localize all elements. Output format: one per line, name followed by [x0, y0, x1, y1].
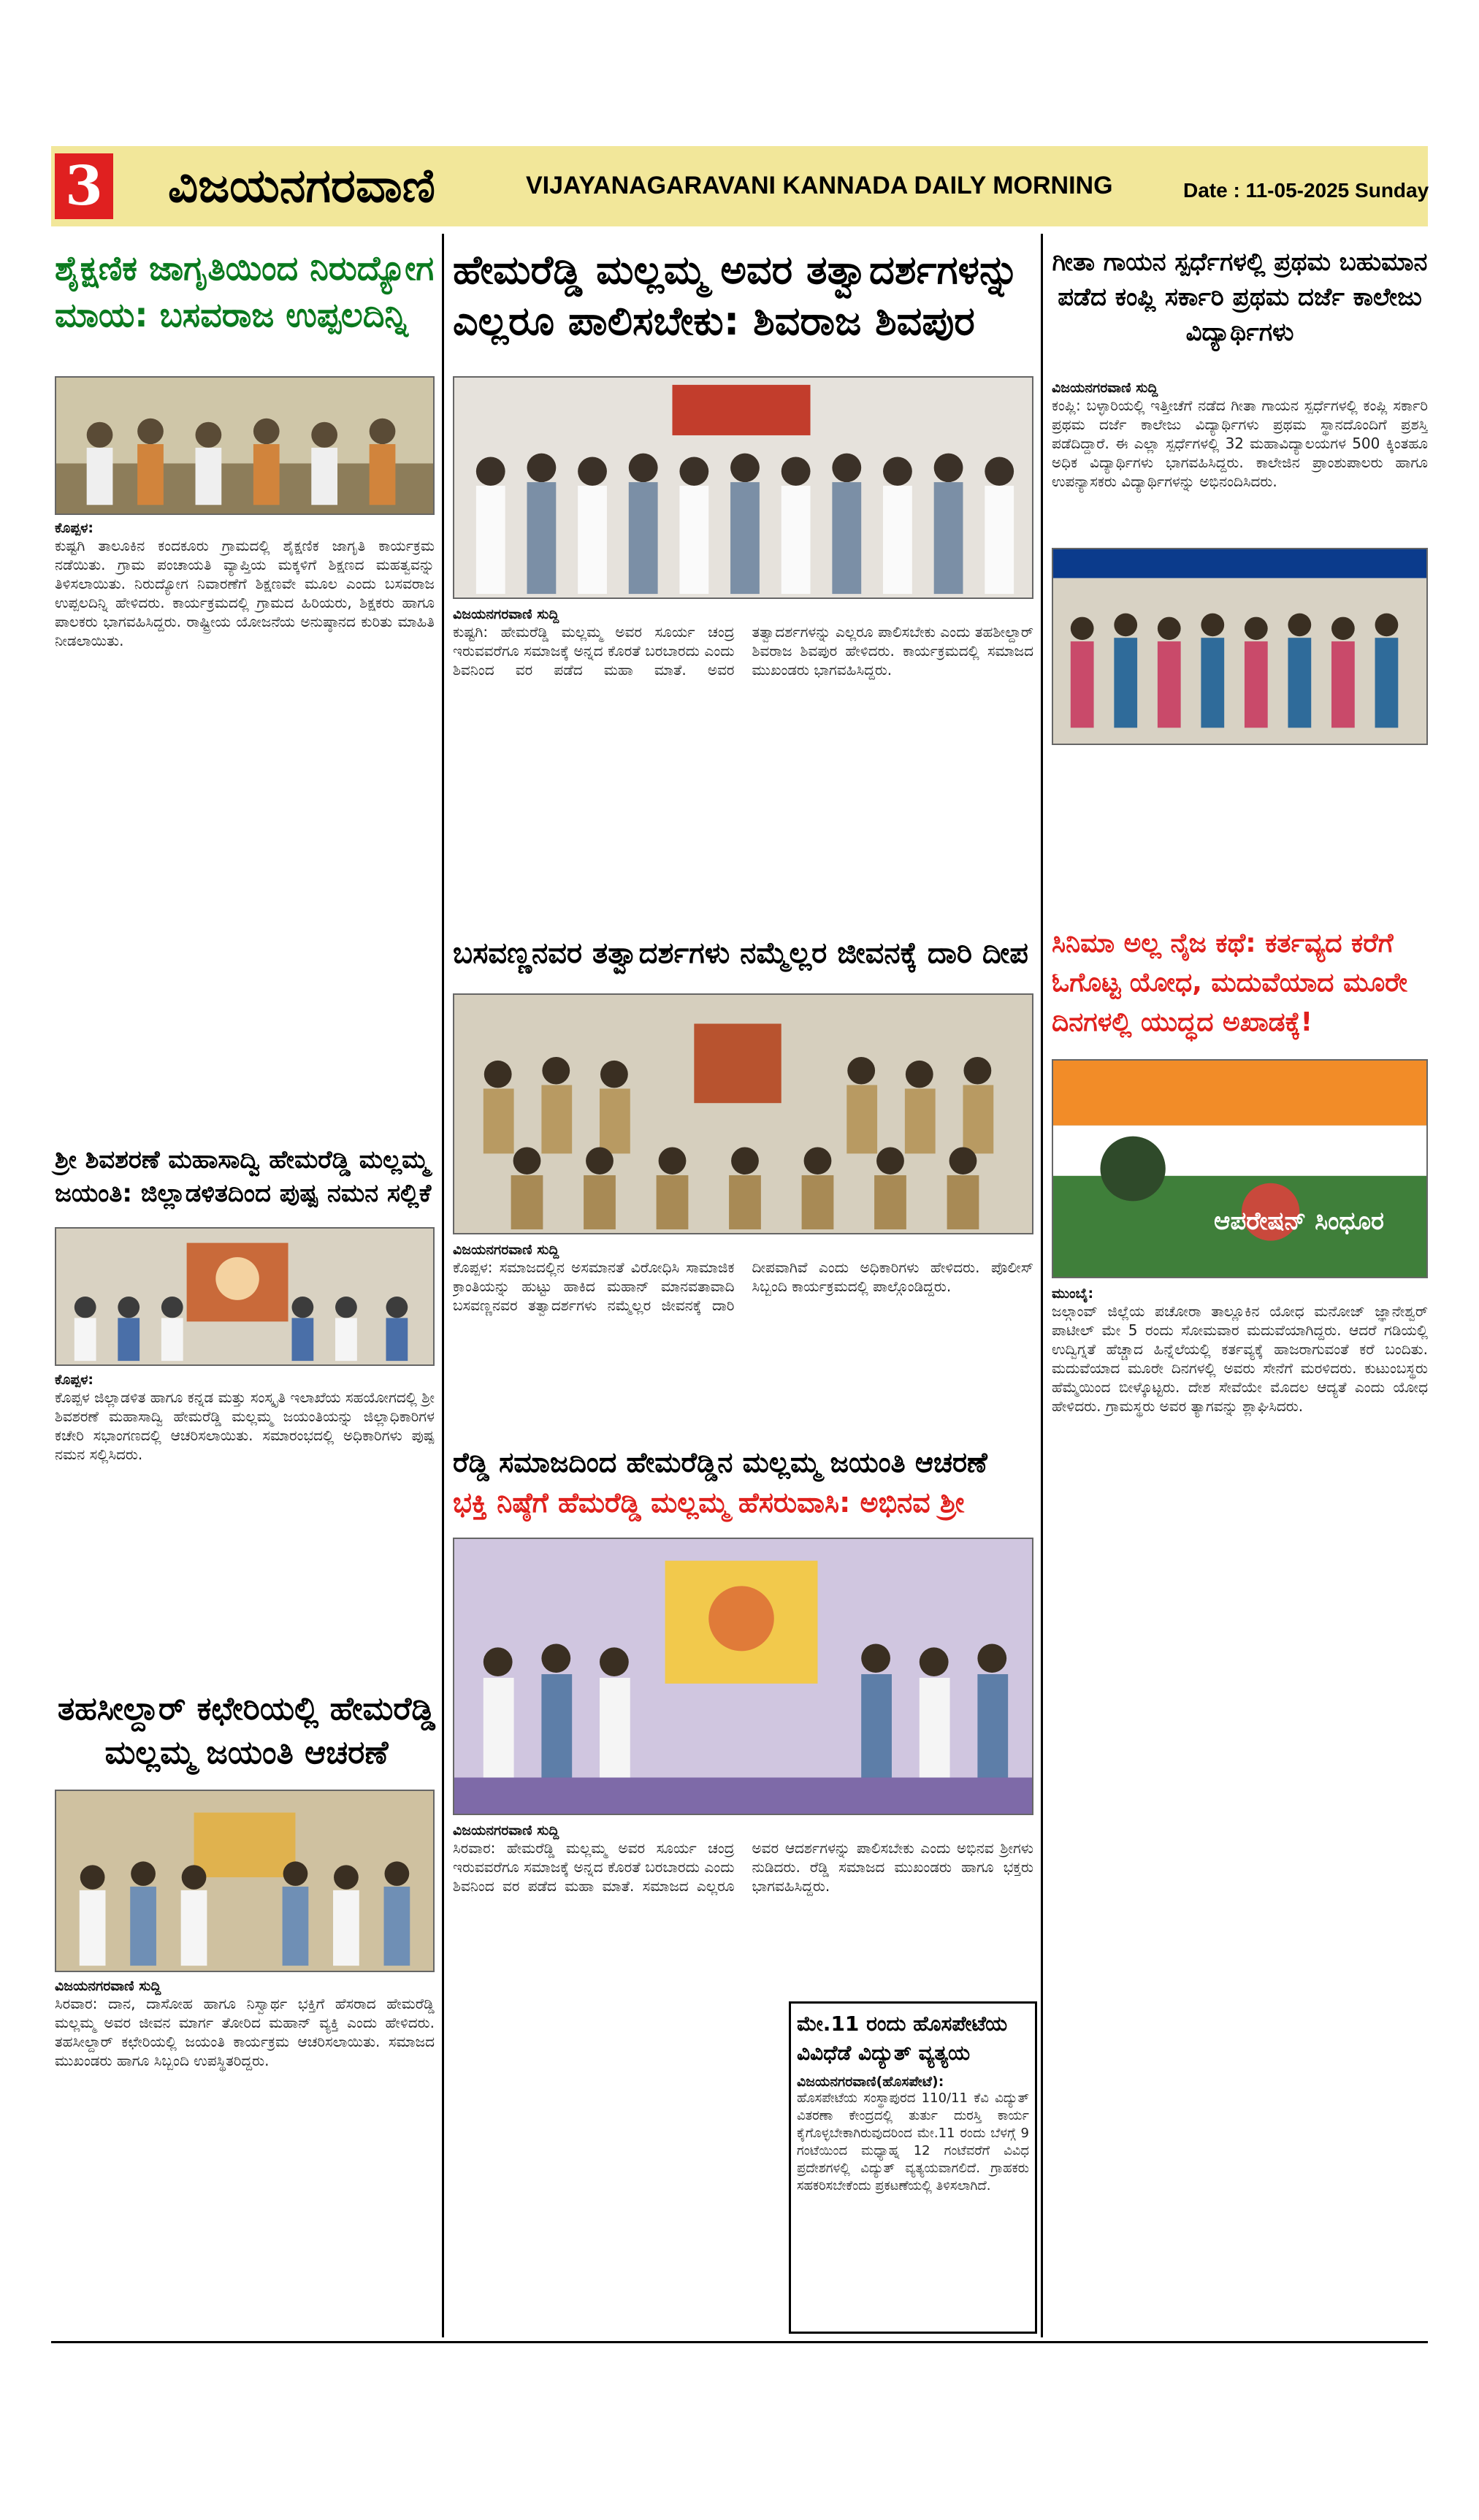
- article-text-continued: [1052, 752, 1428, 917]
- power-outage-box: [789, 2001, 1037, 2334]
- article-text: ಕುಷ್ಟಗಿ: ಹೇಮರೆಡ್ಡಿ ಮಲ್ಲಮ್ಮ ಅವರ ಸೂರ್ಯ ಚಂದ್ರ ಇರುವವರೆಗೂ ಸಮಾಜಕ್ಕೆ ಅನ್ನದ ಕೊರತೆ ಬರಬಾರದು ಎಂದು ಶಿವನಿಂದ ವರ ಪಡೆದ ಮಹಾ ಮಾತೆ. ಅವರ ತತ್ವಾದರ್ಶಗಳನ್ನು ಎಲ್ಲರೂ ಪಾಲಿಸಬೇಕು ಎಂದು ತಹಶೀಲ್ದಾರ್ ಶಿವರಾಜ ಶಿವಪುರ ಹೇಳಿದರು. ಕಾರ್ಯಕ್ರಮದಲ್ಲಿ ಸಮಾಜದ ಮುಖಂಡರು ಭಾಗವಹಿಸಿದ್ದರು.: [453, 623, 1033, 679]
- article-abhinava-body: [453, 1822, 1033, 1999]
- operation-sindoor-caption: ಆಪರೇಷನ್ ಸಿಂಧೂರ: [1214, 1207, 1385, 1236]
- article-photo: [453, 1538, 1033, 1815]
- headline-tahsildar-office-jayanti: ತಹಸೀಲ್ದಾರ್ ಕಛೇರಿಯಲ್ಲಿ ಹೇಮರೆಡ್ಡಿ ಮಲ್ಲಮ್ಮ ಜಯಂತಿ ಆಚರಣೆ: [57, 1690, 436, 1771]
- column-divider: [442, 234, 444, 2337]
- article-text: ಕಂಪ್ಲಿ: ಬಳ್ಳಾರಿಯಲ್ಲಿ ಇತ್ತೀಚೆಗೆ ನಡೆದ ಗೀತಾ ಗಾಯನ ಸ್ಪರ್ಧೆಗಳಲ್ಲಿ ಕಂಪ್ಲಿ ಸರ್ಕಾರಿ ಪ್ರಥಮ ದರ್ಜೆ ಕಾಲೇಜು ವಿದ್ಯಾರ್ಥಿಗಳು ಪ್ರಥಮ ಸ್ಥಾನದೊಂದಿಗೆ ಪ್ರಶಸ್ತಿ ಪಡೆದಿದ್ದಾರೆ. ಈ ಎಲ್ಲಾ ಸ್ಪರ್ಧೆಗಳಲ್ಲಿ 32 ಮಹಾವಿದ್ಯಾಲಯಗಳ 500 ಕ್ಕಿಂತಹೂ ಅಧಿಕ ವಿದ್ಯಾರ್ಥಿಗಳು ಭಾಗವಹಿಸಿದ್ದರು. ಕಾಲೇಜಿನ ಪ್ರಾಂಶುಪಾಲರು ಹಾಗೂ ಉಪನ್ಯಾಸಕರು ವಿದ್ಯಾರ್ಥಿಗಳನ್ನು ಅಭಿನಂದಿಸಿದರು.: [1052, 397, 1428, 490]
- article-shivaraj-body: [453, 606, 1033, 929]
- article-text: ಕುಷ್ಟಗಿ ತಾಲೂಕಿನ ಕಂದಕೂರು ಗ್ರಾಮದಲ್ಲಿ ಶೈಕ್ಷಣಿಕ ಜಾಗೃತಿ ಕಾರ್ಯಕ್ರಮ ನಡೆಯಿತು. ಗ್ರಾಮ ಪಂಚಾಯತಿ ವ್ಯಾಪ್ತಿಯ ಮಕ್ಕಳಿಗೆ ಶಿಕ್ಷಣದ ಮಹತ್ವವನ್ನು ತಿಳಿಸಲಾಯಿತು. ನಿರುದ್ಯೋಗ ನಿವಾರಣೆಗೆ ಶಿಕ್ಷಣವೇ ಮೂಲ ಎಂದು ಬಸವರಾಜ ಉಪ್ಪಲದಿನ್ನಿ ಹೇಳಿದರು. ಕಾರ್ಯಕ್ರಮದಲ್ಲಿ ಗ್ರಾಮದ ಹಿರಿಯರು, ಶಿಕ್ಷಕರು ಹಾಗೂ ಪಾಲಕರು ಭಾಗವಹಿಸಿದ್ದರು. ರಾಷ್ಟ್ರೀಯ ಯೋಜನೆಯ ಅನುಷ್ಠಾನದ ಕುರಿತು ಮಾಹಿತಿ ನೀಡಲಾಯಿತು.: [55, 537, 435, 649]
- article-photo: [55, 1790, 435, 1972]
- article-geeta-body-top: [1052, 380, 1428, 553]
- newspaper-tagline: VIJAYANAGARAVANI KANNADA DAILY MORNING: [526, 172, 1113, 199]
- headline-power-outage: ಮೇ.11 ರಂದು ಹೊಸಪೇಟೆಯ ವಿವಿಧೆಡೆ ವಿದ್ಯುತ್ ವ್ಯತ್ಯಯ: [797, 2012, 1008, 2065]
- headline-shivaraj-shivapura: ಹೇಮರೆಡ್ಡಿ ಮಲ್ಲಮ್ಮ ಅವರ ತತ್ವಾದರ್ಶಗಳನ್ನು ಎಲ್ಲರೂ ಪಾಲಿಸಬೇಕು: ಶಿವರಾಜ ಶಿವಪುರ: [453, 247, 1020, 344]
- kicker-reddy-samaja: ರೆಡ್ಡಿ ಸಮಾಜದಿಂದ ಹೇಮರೆಡ್ಡಿನ ಮಲ್ಲಮ್ಮ ಜಯಂತಿ ಆಚರಣೆ: [453, 1446, 987, 1478]
- dateline: ವಿಜಯನಗರವಾಣಿ ಸುದ್ದಿ: [55, 1978, 161, 1994]
- article-photo: [1052, 548, 1428, 745]
- dateline: ವಿಜಯನಗರವಾಣಿ ಸುದ್ದಿ: [453, 1242, 559, 1258]
- article-basavanna-body: [453, 1242, 1033, 1440]
- article-photo: [453, 376, 1033, 599]
- article-text-continued: [453, 2001, 774, 2334]
- article-tribute-body: [55, 1372, 435, 1695]
- dateline: ವಿಜಯನಗರವಾಣಿ(ಹೊಸಪೇಟೆ):: [797, 2074, 944, 2090]
- headline-mallamma-jayanti-tribute: ಶ್ರೀ ಶಿವಶರಣೆ ಮಹಾಸಾದ್ವಿ ಹೇಮರೆಡ್ಡಿ ಮಲ್ಲಮ್ಮ ಜಯಂತಿ: ಜಿಲ್ಲಾಡಳಿತದಿಂದ ಪುಷ್ಪ ನಮನ ಸಲ್ಲಿಕೆ: [55, 1145, 432, 1208]
- dateline: ಮುಂಬೈ:: [1052, 1286, 1094, 1302]
- article-photo: [453, 993, 1033, 1234]
- headline-basavanna-ideals: ಬಸವಣ್ಣನವರ ತತ್ವಾದರ್ಶಗಳು ನಮ್ಮೆಲ್ಲರ ಜೀವನಕ್ಕೆ ದಾರಿ ದೀಪ: [453, 936, 1028, 970]
- headline-geeta-gayana: ಗೀತಾ ಗಾಯನ ಸ್ಪರ್ಧೆಗಳಲ್ಲಿ ಪ್ರಥಮ ಬಹುಮಾನ ಪಡೆದ ಕಂಪ್ಲಿ ಸರ್ಕಾರಿ ಪ್ರಥಮ ದರ್ಜೆ ಕಾಲೇಜು ವಿದ್ಯಾರ್ಥಿಗಳು: [1052, 248, 1428, 347]
- article-text: ಕೊಪ್ಪಳ: ಸಮಾಜದಲ್ಲಿನ ಅಸಮಾನತೆ ವಿರೋಧಿಸಿ ಸಾಮಾಜಿಕ ಕ್ರಾಂತಿಯನ್ನು ಹುಟ್ಟು ಹಾಕಿದ ಮಹಾನ್ ಮಾನವತಾವಾದಿ ಬಸವಣ್ಣನವರ ತತ್ವಾದರ್ಶಗಳು ನಮ್ಮೆಲ್ಲರ ಜೀವನಕ್ಕೆ ದಾರಿ ದೀಪವಾಗಿವೆ ಎಂದು ಅಧಿಕಾರಿಗಳು ಹೇಳಿದರು. ಪೊಲೀಸ್ ಸಿಬ್ಬಂದಿ ಕಾರ್ಯಕ್ರಮದಲ್ಲಿ ಪಾಲ್ಗೊಂಡಿದ್ದರು.: [453, 1259, 1033, 1314]
- bottom-rule: [51, 2341, 1428, 2343]
- article-soldier-body: [1052, 1286, 1428, 2332]
- dateline: ಕೊಪ್ಪಳ:: [55, 1372, 93, 1388]
- issue-date: Date : 11-05-2025 Sunday: [1183, 179, 1429, 202]
- operation-sindoor-graphic: [1052, 1059, 1428, 1278]
- article-photo: [55, 376, 435, 515]
- article-text: ಕೊಪ್ಪಳ ಜಿಲ್ಲಾಡಳಿತ ಹಾಗೂ ಕನ್ನಡ ಮತ್ತು ಸಂಸ್ಕೃತಿ ಇಲಾಖೆಯ ಸಹಯೋಗದಲ್ಲಿ ಶ್ರೀ ಶಿವಶರಣೆ ಮಹಾಸಾದ್ವಿ ಹೇಮರೆಡ್ಡಿ ಮಲ್ಲಮ್ಮ ಜಯಂತಿಯನ್ನು ಜಿಲ್ಲಾಧಿಕಾರಿಗಳ ಕಚೇರಿ ಸಭಾಂಗಣದಲ್ಲಿ ಆಚರಿಸಲಾಯಿತು. ಸಮಾರಂಭದಲ್ಲಿ ಅಧಿಕಾರಿಗಳು ಪುಷ್ಪ ನಮನ ಸಲ್ಲಿಸಿದರು.: [55, 1389, 435, 1463]
- article-text: ಸಿರವಾರ: ಹೇಮರೆಡ್ಡಿ ಮಲ್ಲಮ್ಮ ಅವರ ಸೂರ್ಯ ಚಂದ್ರ ಇರುವವರೆಗೂ ಸಮಾಜಕ್ಕೆ ಅನ್ನದ ಕೊರತೆ ಬರಬಾರದು ಎಂದು ಶಿವನಿಂದ ವರ ಪಡೆದ ಮಹಾ ಮಾತೆ. ಸಮಾಜದ ಎಲ್ಲರೂ ಅವರ ಆದರ್ಶಗಳನ್ನು ಪಾಲಿಸಬೇಕು ಎಂದು ಅಭಿನವ ಶ್ರೀಗಳು ನುಡಿದರು. ರೆಡ್ಡಿ ಸಮಾಜದ ಮುಖಂಡರು ಹಾಗೂ ಭಕ್ತರು ಭಾಗವಹಿಸಿದ್ದರು.: [453, 1839, 1033, 1895]
- article-text: ಸಿರವಾರ: ದಾನ, ದಾಸೋಹ ಹಾಗೂ ನಿಸ್ವಾರ್ಥ ಭಕ್ತಿಗೆ ಹೆಸರಾದ ಹೇಮರೆಡ್ಡಿ ಮಲ್ಲಮ್ಮ ಅವರ ಜೀವನ ಮಾರ್ಗ ತೋರಿದ ಮಹಾನ್ ವ್ಯಕ್ತಿ ಎಂದು ಹೇಳಿದರು. ತಹಸೀಲ್ದಾರ್ ಕಛೇರಿಯಲ್ಲಿ ಜಯಂತಿ ಕಾರ್ಯಕ್ರಮ ಆಚರಿಸಲಾಯಿತು. ಸಮಾಜದ ಮುಖಂಡರು ಹಾಗೂ ಸಿಬ್ಬಂದಿ ಉಪಸ್ಥಿತರಿದ್ದರು.: [55, 1995, 435, 2069]
- headline-soldier-story: ಸಿನಿಮಾ ಅಲ್ಲ ನೈಜ ಕಥೆ: ಕರ್ತವ್ಯದ ಕರೆಗೆ ಓಗೊಟ್ಟ ಯೋಧ, ಮದುವೆಯಾದ ಮೂರೇ ದಿನಗಳಲ್ಲಿ ಯುದ್ಧದ ಅಖಾಡಕ್ಕೆ!: [1052, 928, 1408, 1037]
- page-number: 3: [55, 153, 113, 219]
- article-photo: [55, 1227, 435, 1366]
- column-divider: [1041, 234, 1043, 2337]
- dateline: ವಿಜಯನಗರವಾಣಿ ಸುದ್ದಿ: [453, 606, 559, 622]
- headline-education-awareness: ಶೈಕ್ಷಣಿಕ ಜಾಗೃತಿಯಿಂದ ನಿರುದ್ಯೋಗ ಮಾಯ: ಬಸವರಾಜ ಉಪ್ಪಲದಿನ್ನಿ: [55, 248, 435, 335]
- article-education-body: [55, 520, 435, 1091]
- article-text: ಹೊಸಪೇಟೆಯ ಸಂಸ್ಥಾಪುರದ 110/11 ಕೆವಿ ವಿದ್ಯುತ್ ವಿತರಣಾ ಕೇಂದ್ರದಲ್ಲಿ ತುರ್ತು ದುರಸ್ತಿ ಕಾರ್ಯ ಕೈಗೊಳ್ಳಬೇಕಾಗಿರುವುದರಿಂದ ಮೇ.11 ರಂದು ಬೆಳಗ್ಗೆ 9 ಗಂಟೆಯಿಂದ ಮಧ್ಯಾಹ್ನ 12 ಗಂಟೆವರೆಗೆ ವಿವಿಧ ಪ್ರದೇಶಗಳಲ್ಲಿ ವಿದ್ಯುತ್ ವ್ಯತ್ಯಯವಾಗಲಿದೆ. ಗ್ರಾಹಕರು ಸಹಕರಿಸಬೇಕೆಂದು ಪ್ರಕಟಣೆಯಲ್ಲಿ ತಿಳಿಸಲಾಗಿದೆ.: [797, 2091, 1029, 2193]
- article-text: ಜಲ್ಗಾಂವ್ ಜಿಲ್ಲೆಯ ಪಚೋರಾ ತಾಲ್ಲೂಕಿನ ಯೋಧ ಮನೋಜ್ ಜ್ಞಾನೇಶ್ವರ್ ಪಾಟೀಲ್ ಮೇ 5 ರಂದು ಸೋಮವಾರ ಮದುವೆಯಾಗಿದ್ದರು. ಆದರೆ ಗಡಿಯಲ್ಲಿ ಉದ್ವಿಗ್ನತೆ ಹೆಚ್ಚಾದ ಹಿನ್ನೆಲೆಯಲ್ಲಿ ಕರ್ತವ್ಯಕ್ಕೆ ಹಾಜರಾಗುವಂತೆ ಕರೆ ಬಂದಿತು. ಮದುವೆಯಾದ ಮೂರೇ ದಿನಗಳಲ್ಲಿ ಅವರು ಸೇನೆಗೆ ಮರಳಿದರು. ಕುಟುಂಬಸ್ಥರು ಹೆಮ್ಮೆಯಿಂದ ಬೀಳ್ಕೊಟ್ಟರು. ದೇಶ ಸೇವೆಯೇ ಮೊದಲ ಆದ್ಯತೆ ಎಂದು ಯೋಧ ಹೇಳಿದರು. ಗ್ರಾಮಸ್ಥರು ಅವರ ತ್ಯಾಗವನ್ನು ಶ್ಲಾಘಿಸಿದರು.: [1052, 1302, 1428, 1415]
- dateline: ವಿಜಯನಗರವಾಣಿ ಸುದ್ದಿ: [453, 1822, 559, 1839]
- article-tahsildar-body: [55, 1978, 435, 2337]
- headline-abhinava-shri: ಭಕ್ತಿ ನಿಷ್ಠೆಗೆ ಹೆಮರೆಡ್ಡಿ ಮಲ್ಲಮ್ಮ ಹೆಸರುವಾಸಿ: ಅಭಿನವ ಶ್ರೀ: [453, 1486, 965, 1519]
- dateline: ವಿಜಯನಗರವಾಣಿ ಸುದ್ದಿ: [1052, 380, 1158, 396]
- newspaper-logo: ವಿಜಯನಗರವಾಣಿ: [168, 159, 435, 213]
- dateline: ಕೊಪ್ಪಳ:: [55, 520, 93, 536]
